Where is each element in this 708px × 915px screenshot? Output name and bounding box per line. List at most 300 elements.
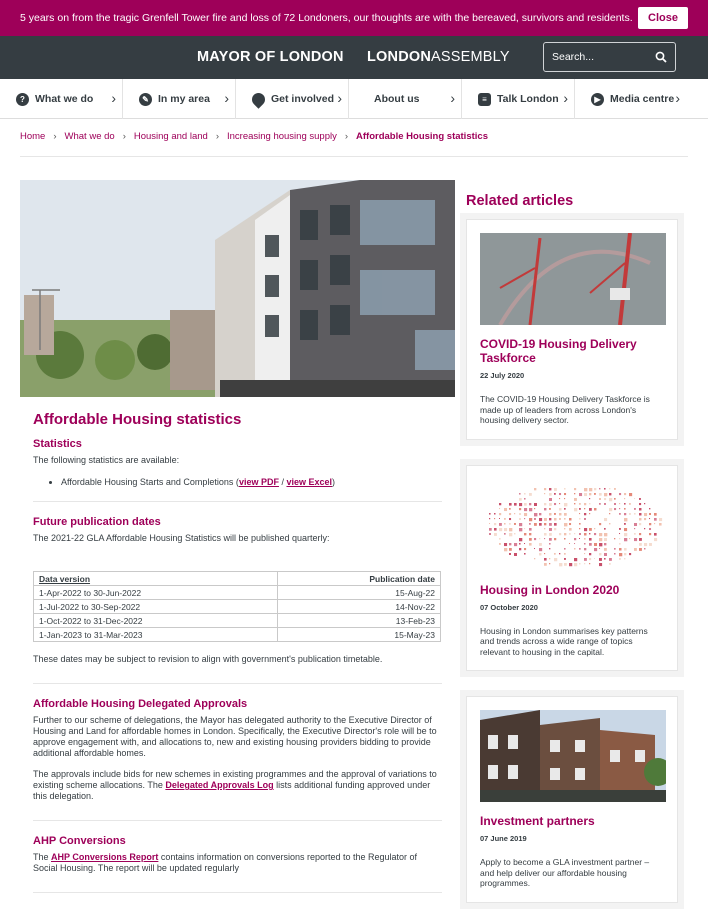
- search-icon[interactable]: [655, 51, 667, 63]
- masthead: [0, 36, 708, 79]
- map-dot: [629, 553, 631, 555]
- map-dot: [559, 493, 561, 495]
- map-dot: [534, 513, 537, 516]
- map-dot: [624, 493, 626, 495]
- map-dot: [519, 513, 521, 515]
- map-dot: [584, 528, 587, 531]
- map-dot: [509, 523, 511, 525]
- map-dot: [564, 503, 567, 506]
- map-dot: [584, 563, 585, 564]
- table-cell: 15-May-23: [277, 628, 440, 642]
- nav-item-label: Get involved: [271, 93, 335, 105]
- map-dot: [604, 528, 606, 530]
- search-input[interactable]: [552, 51, 655, 63]
- map-dot: [619, 493, 621, 495]
- london-assembly-logo[interactable]: [367, 49, 510, 65]
- map-dot: [614, 538, 615, 539]
- map-dot: [529, 518, 532, 521]
- map-dot: [559, 498, 560, 499]
- banner-message: 5 years on from the tragic Grenfell Tower fire and loss of 72 Londoners, our thoughts are with the bereaved, survivors and residents.: [20, 12, 633, 24]
- map-dot: [494, 513, 496, 515]
- table-row: [34, 614, 441, 628]
- map-dot: [524, 513, 527, 516]
- map-dot: [584, 493, 587, 496]
- map-dot: [539, 513, 541, 515]
- table-cell: 1-Oct-2022 to 31-Dec-2022: [34, 614, 278, 628]
- map-dot: [564, 523, 567, 526]
- map-dot: [599, 548, 600, 549]
- map-dot: [579, 528, 580, 529]
- nav-item-get-involved[interactable]: [236, 79, 349, 119]
- map-dot: [509, 543, 511, 545]
- map-dot: [499, 528, 502, 531]
- card-title[interactable]: Investment partners: [480, 814, 595, 828]
- map-dot: [654, 533, 657, 536]
- table-row: [34, 600, 441, 614]
- map-dot: [569, 563, 572, 566]
- map-dot: [609, 493, 611, 495]
- chevron-right-icon: ›: [337, 90, 342, 106]
- delegated-approvals-heading: Affordable Housing Delegated Approvals: [33, 698, 248, 710]
- map-dot: [624, 548, 627, 551]
- nav-item-about-us[interactable]: [349, 79, 462, 119]
- map-dot: [629, 538, 630, 539]
- map-dot: [544, 523, 546, 525]
- delegated-approvals-paragraph-2: [33, 769, 442, 802]
- map-dot: [589, 508, 592, 511]
- statistics-list: [61, 477, 442, 487]
- breadcrumb-what-we-do[interactable]: What we do: [64, 131, 115, 142]
- table-cell: 14-Nov-22: [277, 600, 440, 614]
- map-dot: [529, 538, 532, 541]
- map-dot: [494, 518, 495, 519]
- map-dot: [544, 503, 546, 505]
- map-dot: [534, 518, 536, 520]
- map-dot: [569, 543, 570, 544]
- close-button[interactable]: Close: [638, 7, 688, 29]
- map-dot: [534, 558, 535, 559]
- map-dot: [604, 553, 607, 556]
- map-dot: [569, 518, 571, 520]
- map-dot: [599, 563, 602, 566]
- map-dot: [639, 543, 642, 546]
- map-dot: [584, 543, 585, 544]
- column-header-data-version: Data version: [34, 572, 278, 586]
- map-dot: [589, 528, 592, 531]
- map-dot: [504, 528, 507, 531]
- map-dot: [619, 533, 620, 534]
- card-summary: Housing in London summarises key patterns and trends across a wide range of topics relevant to housing in the capital.: [480, 625, 648, 657]
- map-dot: [509, 548, 512, 551]
- related-article-card[interactable]: [466, 219, 678, 440]
- map-dot: [549, 493, 552, 496]
- map-dot: [499, 523, 502, 526]
- map-dot: [499, 518, 500, 519]
- map-dot: [564, 533, 566, 535]
- map-dot: [574, 488, 576, 490]
- map-dot: [604, 488, 606, 490]
- main-nav: [0, 79, 708, 119]
- map-dot: [549, 558, 550, 559]
- map-dot: [589, 493, 591, 495]
- map-dot: [539, 553, 541, 555]
- map-dot: [554, 538, 556, 540]
- map-dot: [549, 538, 552, 541]
- map-dot: [564, 513, 567, 516]
- nav-item-media-centre[interactable]: [575, 79, 708, 119]
- card-image: [480, 233, 666, 325]
- card-date: 07 June 2019: [480, 834, 527, 843]
- map-dot: [544, 488, 546, 490]
- map-dot: [609, 523, 610, 524]
- chevron-right-icon: ›: [675, 90, 680, 106]
- map-dot: [619, 513, 621, 515]
- hero-image: [20, 180, 455, 397]
- map-dot: [649, 533, 651, 535]
- map-dot: [634, 533, 636, 535]
- view-excel-link[interactable]: view Excel: [286, 477, 333, 487]
- map-dot: [549, 513, 551, 515]
- map-dot: [544, 558, 547, 561]
- cranes-rainbow-photo: [480, 233, 666, 325]
- map-dot: [634, 528, 635, 529]
- map-dot: [619, 503, 620, 504]
- statistics-item-label: Affordable Housing Starts and Completions (: [61, 477, 239, 487]
- map-dot: [574, 498, 577, 501]
- map-dot: [604, 558, 606, 560]
- map-dot: [569, 528, 572, 531]
- map-dot: [544, 563, 547, 566]
- map-dot: [584, 488, 587, 491]
- map-dot: [519, 518, 521, 520]
- map-dot: [609, 508, 612, 511]
- map-dot: [624, 533, 627, 536]
- map-dot: [524, 518, 525, 519]
- related-articles-sidebar: [466, 180, 678, 915]
- map-dot: [639, 513, 641, 515]
- map-dot: [634, 523, 637, 526]
- nav-item-what-we-do[interactable]: [0, 79, 123, 119]
- map-dot: [559, 518, 561, 520]
- map-dot: [619, 528, 621, 530]
- map-dot: [514, 503, 517, 506]
- map-dot: [654, 518, 657, 521]
- map-dot: [659, 518, 662, 521]
- map-dot: [564, 518, 566, 520]
- page-title: Affordable Housing statistics: [33, 411, 242, 428]
- map-dot: [639, 518, 641, 520]
- question-icon: ?: [16, 93, 29, 106]
- map-dot: [589, 553, 591, 555]
- map-dot: [514, 553, 517, 556]
- map-dot: [559, 508, 561, 510]
- breadcrumb-home[interactable]: Home: [20, 131, 46, 142]
- map-dot: [584, 503, 586, 505]
- revision-note: These dates may be subject to revision to align with government's publication timetable.: [33, 654, 383, 664]
- map-dot: [534, 503, 537, 506]
- card-summary: The COVID-19 Housing Delivery Taskforce is made up of leaders from across London's housing delivery sector.: [480, 394, 650, 425]
- london-housing-dot-map: [480, 479, 666, 571]
- map-dot: [564, 538, 566, 540]
- breadcrumb-increasing-housing-supply[interactable]: Increasing housing supply: [226, 131, 337, 142]
- map-dot: [599, 558, 602, 561]
- list-item: [61, 477, 442, 487]
- map-dot: [554, 513, 556, 515]
- map-dot: [579, 518, 581, 520]
- map-dot: [544, 528, 545, 529]
- map-dot: [499, 508, 500, 509]
- map-dot: [589, 558, 591, 560]
- map-dot: [619, 548, 622, 551]
- delegated-approvals-log-link[interactable]: Delegated Approvals Log: [165, 780, 274, 790]
- table-row: [34, 628, 441, 642]
- map-dot: [649, 508, 650, 509]
- article-body: [20, 397, 455, 893]
- related-article-card[interactable]: [466, 465, 678, 672]
- map-dot: [504, 533, 506, 535]
- map-dot: [564, 488, 566, 490]
- main-article: [20, 180, 455, 907]
- nav-item-label: Media centre: [610, 93, 675, 105]
- statistics-heading: Statistics: [33, 438, 82, 450]
- view-pdf-link[interactable]: view PDF: [238, 477, 279, 487]
- map-dot: [584, 548, 586, 550]
- map-dot: [494, 523, 496, 525]
- map-dot: [604, 518, 607, 521]
- map-dot: [584, 533, 586, 535]
- map-dot: [529, 503, 531, 505]
- map-dot: [544, 538, 545, 539]
- map-dot: [569, 523, 571, 525]
- map-dot: [549, 498, 552, 501]
- map-dot: [614, 508, 616, 510]
- map-dot: [514, 543, 517, 546]
- card-title[interactable]: COVID-19 Housing Delivery Taskforce: [480, 337, 637, 365]
- map-dot: [524, 503, 527, 506]
- map-dot: [624, 528, 627, 531]
- map-dot: [624, 523, 626, 525]
- map-dot: [509, 508, 511, 510]
- future-publication-intro: The 2021-22 GLA Affordable Housing Statistics will be published quarterly:: [33, 533, 330, 543]
- map-dot: [489, 533, 491, 535]
- map-dot: [634, 508, 636, 510]
- ahp-conversions-heading: AHP Conversions: [33, 835, 126, 847]
- map-dot: [564, 498, 565, 499]
- map-dot: [529, 543, 532, 546]
- chevron-right-icon: ›: [122, 131, 126, 142]
- map-dot: [614, 498, 616, 500]
- map-dot: [644, 513, 647, 516]
- ahp-conversions-report-link[interactable]: AHP Conversions Report: [51, 852, 159, 862]
- map-dot: [509, 513, 511, 515]
- map-dot: [589, 543, 592, 546]
- map-dot: [564, 493, 566, 495]
- nav-item-talk-london[interactable]: [462, 79, 575, 119]
- map-dot: [634, 548, 637, 551]
- map-dot: [549, 548, 550, 549]
- map-dot: [624, 508, 626, 510]
- map-dot: [589, 503, 590, 504]
- map-dot: [624, 558, 625, 559]
- card-image: [480, 479, 666, 571]
- mayor-of-london-logo[interactable]: MAYOR OF LONDON: [197, 49, 344, 65]
- assembly-logo-light: ASSEMBLY: [431, 49, 510, 65]
- map-dot: [594, 493, 596, 495]
- map-dot: [559, 553, 560, 554]
- map-dot: [509, 553, 511, 555]
- breadcrumb-housing-and-land[interactable]: Housing and land: [133, 131, 208, 142]
- map-dot: [569, 533, 571, 535]
- map-dot: [579, 533, 581, 535]
- map-dot: [549, 563, 550, 564]
- map-dot: [554, 553, 556, 555]
- map-dot: [524, 528, 525, 529]
- map-dot: [654, 538, 657, 541]
- map-dot: [504, 523, 506, 525]
- map-dot: [544, 533, 547, 536]
- map-dot: [499, 513, 501, 515]
- map-dot: [654, 523, 655, 524]
- divider: [33, 501, 442, 502]
- card-summary: Apply to become a GLA investment partner – and help deliver our affordable housing programmes.: [480, 857, 650, 888]
- map-dot: [559, 513, 561, 515]
- divider: [33, 892, 442, 893]
- map-dot: [574, 503, 575, 504]
- map-dot: [619, 508, 620, 509]
- map-dot: [594, 528, 595, 529]
- card-title[interactable]: Housing in London 2020: [480, 582, 620, 597]
- map-dot: [589, 563, 590, 564]
- map-dot: [514, 533, 515, 534]
- map-dot: [619, 553, 622, 556]
- map-dot: [644, 548, 645, 549]
- map-dot: [634, 498, 635, 499]
- map-dot: [599, 488, 600, 489]
- map-dot: [574, 538, 576, 540]
- map-dot: [594, 558, 595, 559]
- map-dot: [579, 538, 580, 539]
- search-box: [543, 42, 676, 72]
- map-dot: [539, 543, 542, 546]
- map-dot: [504, 508, 507, 511]
- map-dot: [644, 518, 646, 520]
- card-date: 07 October 2020: [480, 602, 538, 612]
- chevron-right-icon: ›: [53, 131, 57, 142]
- map-dot: [499, 538, 501, 540]
- paragraph-text: contains information on conversions reported to the Regulator of Social Housing. The report will be updated regularly: [33, 852, 418, 873]
- map-dot: [489, 518, 490, 519]
- map-dot: [544, 508, 546, 510]
- map-dot: [529, 533, 531, 535]
- map-dot: [589, 538, 592, 541]
- map-dot: [519, 508, 521, 510]
- map-dot: [624, 553, 626, 555]
- map-dot: [604, 548, 607, 551]
- map-dot: [654, 513, 657, 516]
- apartment-building-photo: [20, 180, 455, 397]
- divider: [33, 683, 442, 684]
- map-dot: [544, 518, 547, 521]
- breadcrumb-divider: [20, 156, 688, 157]
- map-dot: [494, 533, 497, 536]
- map-dot: [599, 503, 601, 505]
- map-dot: [489, 513, 491, 515]
- map-dot: [624, 538, 627, 541]
- map-dot: [549, 518, 551, 520]
- map-dot: [579, 548, 581, 550]
- map-dot: [504, 548, 507, 551]
- map-dot: [649, 528, 651, 530]
- map-dot: [509, 533, 512, 536]
- map-dot: [519, 538, 522, 541]
- map-dot: [549, 508, 551, 510]
- map-dot: [629, 513, 631, 515]
- map-dot: [574, 543, 575, 544]
- map-dot: [639, 548, 642, 551]
- map-dot: [584, 518, 586, 520]
- map-dot: [539, 523, 542, 526]
- map-dot: [499, 503, 501, 505]
- ahp-conversions-paragraph: [33, 852, 442, 874]
- map-dot: [599, 538, 602, 541]
- map-dot: [609, 558, 612, 561]
- statistics-item-suffix: ): [332, 477, 336, 487]
- publication-dates-table: [33, 571, 441, 642]
- column-header-publication-date: Publication date: [277, 572, 440, 586]
- map-dot: [544, 493, 545, 494]
- map-dot: [514, 523, 516, 525]
- map-dot: [609, 498, 612, 501]
- map-dot: [604, 543, 606, 545]
- map-dot: [649, 518, 650, 519]
- map-dot: [529, 528, 532, 531]
- page-content: [0, 119, 708, 915]
- map-dot: [579, 563, 580, 564]
- map-dot: [589, 498, 590, 499]
- map-dot: [579, 508, 581, 510]
- map-dot: [579, 513, 580, 514]
- map-dot: [524, 508, 527, 511]
- map-dot: [624, 518, 627, 521]
- map-dot: [524, 533, 526, 535]
- map-dot: [594, 543, 597, 546]
- map-dot: [549, 503, 552, 506]
- map-dot: [599, 553, 601, 555]
- related-article-card[interactable]: [466, 696, 678, 903]
- map-dot: [534, 508, 535, 509]
- map-dot: [639, 498, 641, 500]
- map-dot: [504, 518, 506, 520]
- map-dot: [594, 533, 596, 535]
- table-cell: 1-Apr-2022 to 30-Jun-2022: [34, 586, 278, 600]
- map-dot: [584, 558, 587, 561]
- map-dot: [579, 493, 582, 496]
- map-dot: [529, 493, 532, 496]
- map-dot: [519, 543, 521, 545]
- table-cell: 15-Aug-22: [277, 586, 440, 600]
- map-dot: [594, 548, 597, 551]
- breadcrumb: [20, 131, 496, 142]
- map-dot: [629, 503, 631, 505]
- map-dot: [519, 528, 522, 531]
- map-dot: [554, 523, 557, 526]
- map-dot: [574, 548, 575, 549]
- map-dot: [589, 513, 590, 514]
- map-dot: [519, 498, 522, 501]
- map-dot: [604, 503, 606, 505]
- map-dot: [599, 493, 602, 496]
- nav-item-in-my-area[interactable]: [123, 79, 236, 119]
